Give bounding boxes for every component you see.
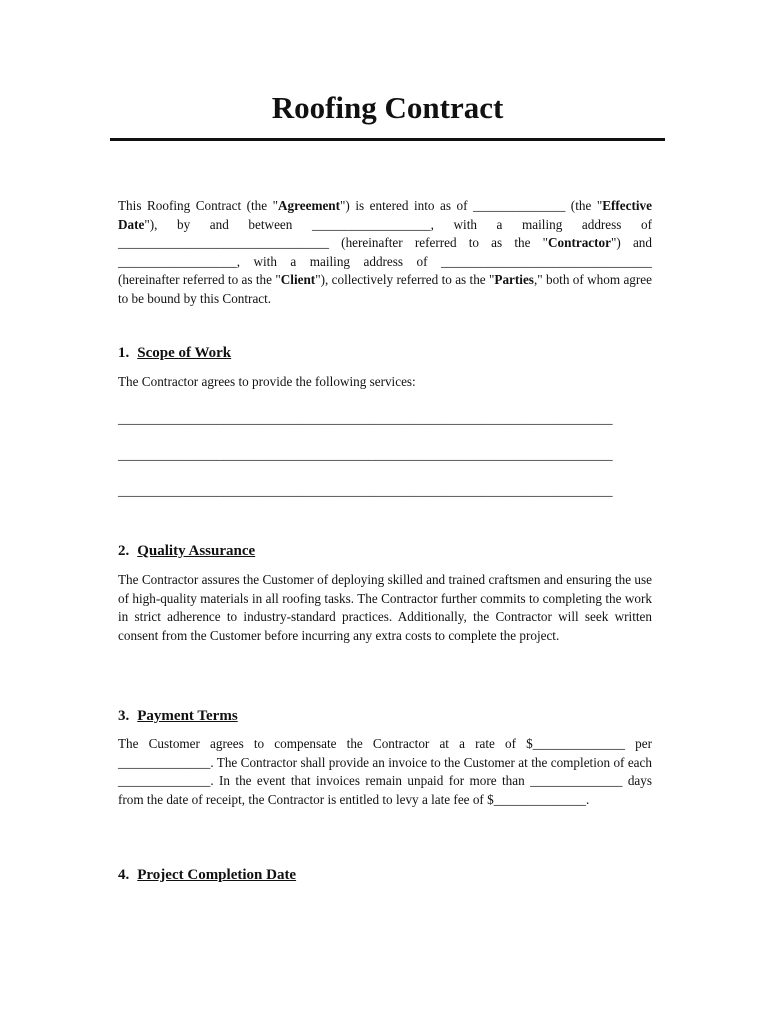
- blank-line: ___________________________________________________________________________: [118, 447, 613, 462]
- section-title: Payment Terms: [137, 708, 238, 724]
- section-number: 1.: [118, 345, 130, 361]
- section-body-payment-terms: The Customer agrees to compensate the Contractor at a rate of $______________ per ______________. The Contractor shall provide an invoice to the Customer at the completion of each ______________. In the event that invoices remain unpaid for more than ______________ days from the date of receipt, the Contractor is entitled to levy a late fee of $______________.: [118, 736, 652, 807]
- intro-term-parties: Parties: [494, 272, 534, 288]
- section-title: Project Completion Date: [137, 867, 297, 883]
- intro-text-2: ") is entered into as of ______________ (the ": [340, 198, 603, 213]
- intro-text-3: "), by and between __________________, with a mailing address of ________________________________ (hereinafter referred to as the ": [118, 216, 652, 251]
- section-number: 3.: [118, 708, 130, 724]
- intro-text-4: ") and __________________, with a mailing address of ________________________________ (hereinafter referred to as the ": [118, 235, 652, 288]
- blank-line: ___________________________________________________________________________: [118, 411, 613, 426]
- intro-term-agreement: Agreement: [278, 198, 341, 213]
- intro-text-5: "), collectively referred to as the ": [315, 272, 495, 288]
- section-body-scope-of-work: The Contractor agrees to provide the following services:: [118, 374, 416, 389]
- section-heading-quality-assurance: [118, 541, 255, 561]
- intro-text-1: This Roofing Contract (the ": [118, 198, 279, 213]
- intro-term-client: Client: [280, 272, 316, 288]
- section-heading-scope-of-work: [118, 343, 231, 363]
- blank-line: ___________________________________________________________________________: [118, 483, 613, 498]
- title-rule: [110, 138, 665, 141]
- section-heading-payment-terms: [118, 706, 238, 726]
- section-title: Quality Assurance: [137, 543, 256, 559]
- intro-paragraph: [118, 197, 652, 309]
- intro-term-contractor: Contractor: [548, 235, 611, 251]
- section-title: Scope of Work: [137, 345, 232, 361]
- intro-term-effective-date: Effective Date: [118, 198, 653, 232]
- section-number: 2.: [118, 543, 130, 559]
- section-heading-project-completion-date: [118, 865, 296, 885]
- section-number: 4.: [118, 867, 130, 883]
- section-body-quality-assurance: The Contractor assures the Customer of deploying skilled and trained craftsmen and ensuring the use of high-quality materials in all roofing tasks. The Contractor further commits to completing the work in strict adherence to industry-standard practices. Additionally, the Contractor will seek written consent from the Customer before incurring any extra costs to complete the project.: [118, 572, 652, 643]
- intro-text-6: ," both of whom agree to be bound by this Contract.: [118, 272, 652, 306]
- document-title: Roofing Contract: [271, 90, 504, 125]
